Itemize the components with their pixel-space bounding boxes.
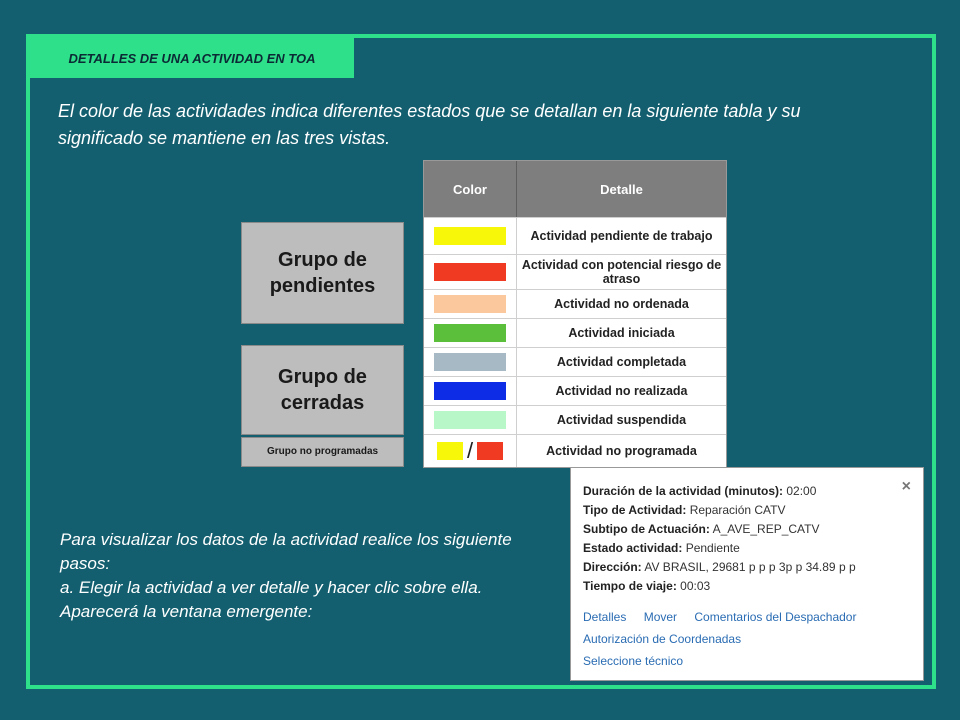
color-swatch-cell — [424, 377, 517, 405]
detail-field — [583, 577, 856, 596]
header-detalle: Detalle — [600, 181, 643, 197]
separator-slash: / — [466, 438, 474, 463]
detail-field — [583, 482, 856, 501]
table-header — [424, 161, 726, 217]
popup-links — [583, 606, 870, 672]
group-pendientes-label: Grupo de pendientes — [241, 222, 404, 324]
color-swatch — [434, 324, 506, 342]
table-row — [424, 347, 726, 376]
color-swatch-cell — [424, 218, 517, 254]
color-swatch — [437, 442, 463, 460]
status-detail: Actividad pendiente de trabajo — [530, 229, 713, 243]
step-a: a. Elegir la actividad a ver detalle y hacer clic sobre ella. Aparecerá la ventana emergente: — [60, 578, 483, 621]
field-label: Tipo de Actividad: — [583, 503, 687, 517]
status-detail: Actividad no ordenada — [554, 297, 689, 311]
section-tag: DETALLES DE UNA ACTIVIDAD EN TOA — [30, 38, 354, 78]
status-detail: Actividad con potencial riesgo de atraso — [521, 258, 722, 286]
color-swatch-cell — [424, 319, 517, 347]
steps-intro: Para visualizar los datos de la actividad realice los siguiente pasos: — [60, 530, 512, 573]
field-value: Reparación CATV — [689, 503, 786, 517]
group-cerradas-label: Grupo de cerradas — [241, 345, 404, 435]
color-swatch — [434, 263, 506, 281]
field-value: A_AVE_REP_CATV — [712, 522, 820, 536]
color-swatch-cell — [424, 435, 517, 467]
field-label: Duración de la actividad (minutos): — [583, 484, 784, 498]
field-value: 02:00 — [786, 484, 817, 498]
color-swatch-cell — [424, 290, 517, 318]
color-swatch-cell — [424, 406, 517, 434]
popup-fields — [583, 482, 856, 596]
status-detail: Actividad iniciada — [568, 326, 675, 340]
detail-field — [583, 558, 856, 577]
table-row — [424, 217, 726, 254]
group-no-programadas-label: Grupo no programadas — [241, 437, 404, 467]
field-label: Tiempo de viaje: — [583, 579, 677, 593]
intro-text: El color de las actividades indica diferentes estados que se detallan en la siguiente tabla y su significado se mantiene en las tres vistas. — [58, 101, 801, 148]
seleccione-tecnico-link[interactable]: Seleccione técnico — [583, 654, 684, 668]
status-detail: Actividad completada — [556, 355, 687, 369]
status-detail: Actividad no programada — [546, 444, 697, 458]
field-label: Subtipo de Actuación: — [583, 522, 710, 536]
color-swatch — [434, 411, 506, 429]
comentarios-link[interactable]: Comentarios del Despachador — [694, 610, 857, 624]
color-swatch — [477, 442, 503, 460]
detail-field — [583, 539, 856, 558]
table-row — [424, 434, 726, 467]
table-row — [424, 405, 726, 434]
table-row — [424, 376, 726, 405]
detail-field — [583, 501, 856, 520]
table-row — [424, 254, 726, 289]
field-value: Pendiente — [685, 541, 740, 555]
color-swatch — [434, 382, 506, 400]
close-icon[interactable]: × — [901, 478, 911, 495]
field-value: AV BRASIL, 29681 p p p 3p p 34.89 p p — [644, 560, 856, 574]
steps-text — [60, 528, 560, 624]
activity-detail-popup — [570, 467, 924, 681]
mover-link[interactable]: Mover — [643, 610, 678, 624]
color-swatch-cell — [424, 255, 517, 289]
field-label: Estado actividad: — [583, 541, 683, 555]
color-swatch — [434, 353, 506, 371]
field-label: Dirección: — [583, 560, 642, 574]
detail-field — [583, 520, 856, 539]
color-status-table — [423, 160, 727, 468]
table-row — [424, 289, 726, 318]
color-swatch-cell — [424, 348, 517, 376]
status-detail: Actividad suspendida — [556, 413, 687, 427]
table-row — [424, 318, 726, 347]
color-swatch — [434, 295, 506, 313]
header-color: Color — [424, 161, 517, 217]
status-detail: Actividad no realizada — [555, 384, 688, 398]
color-swatch — [434, 227, 506, 245]
autorizacion-link[interactable]: Autorización de Coordenadas — [583, 632, 742, 646]
field-value: 00:03 — [680, 579, 711, 593]
detalles-link[interactable]: Detalles — [583, 610, 627, 624]
